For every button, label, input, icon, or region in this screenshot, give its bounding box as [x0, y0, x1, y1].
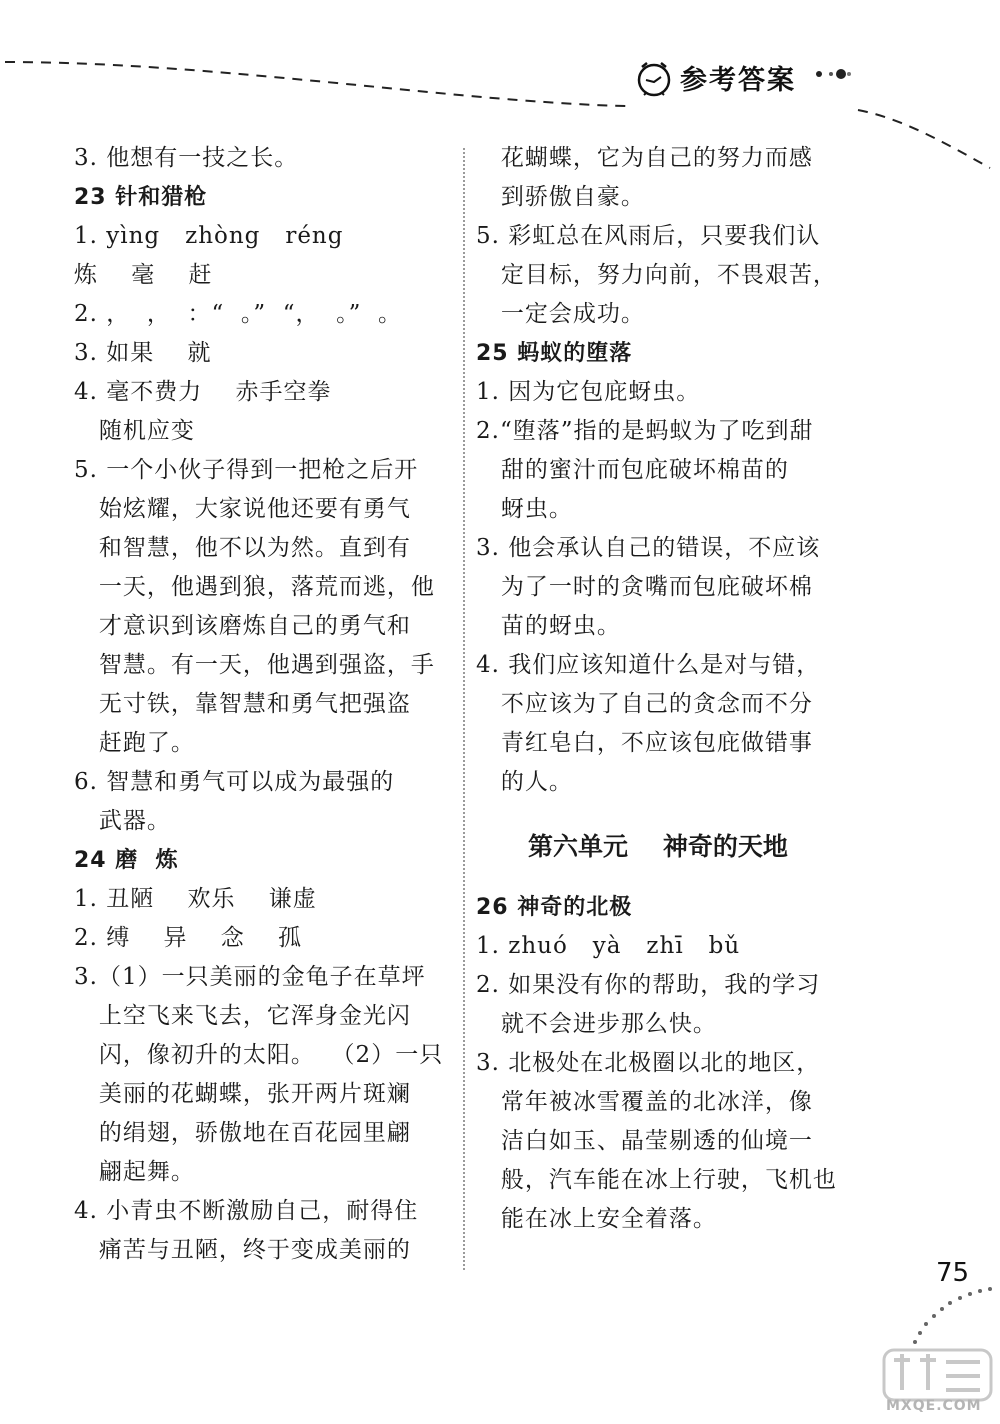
answer-line: 4. 毫不费力 赤手空拳: [74, 379, 332, 405]
answer-line: 2. ， ， ：“ 。” “， 。” 。: [74, 301, 403, 327]
answer-line: 不应该为了自己的贪念而不分: [476, 691, 813, 717]
answer-line: 1. 丑陋 欢乐 谦虚: [74, 886, 317, 912]
answer-line: 4. 小青虫不断激励自己，耐得住: [74, 1198, 419, 1224]
answer-line: 3. 他想有一技之长。: [74, 145, 299, 171]
answer-line: 就不会进步那么快。: [476, 1011, 717, 1037]
answer-line: 美丽的花蝴蝶，张开两片斑斓: [74, 1081, 411, 1107]
answer-line: 赶跑了。: [74, 730, 195, 756]
answer-line: 3.（1）一只美丽的金龟子在草坪: [74, 964, 426, 990]
answer-line: 翩起舞。: [74, 1159, 195, 1185]
answer-line: 甜的蜜汁而包庇破坏棉苗的: [476, 457, 789, 483]
unit-heading: 第六单元 神奇的天地: [528, 832, 788, 861]
answer-line: 4. 我们应该知道什么是对与错，: [476, 652, 821, 678]
answer-line: 上空飞来飞去，它浑身金光闪: [74, 1003, 411, 1029]
answer-line: 5. 彩虹总在风雨后，只要我们认: [476, 223, 821, 249]
answer-line: 3. 如果 就: [74, 340, 212, 366]
answer-line: 1. yìng zhòng réng: [74, 223, 344, 249]
answer-line: 洁白如玉、晶莹剔透的仙境一: [476, 1128, 813, 1154]
answer-line: 武器。: [74, 808, 171, 834]
answer-line: 3. 他会承认自己的错误，不应该: [476, 535, 821, 561]
answer-line: 般，汽车能在冰上行驶，飞机也: [476, 1167, 837, 1193]
corner-dots-ornament: [880, 1285, 1000, 1345]
answer-line: 一天，他遇到狼，落荒而逃，他: [74, 574, 435, 600]
answer-line: 和智慧，他不以为然。直到有: [74, 535, 411, 561]
answer-line: 炼 毫 赶: [74, 262, 213, 288]
answer-line: 痛苦与丑陋，终于变成美丽的: [74, 1237, 411, 1263]
answer-line: 苗的蚜虫。: [476, 613, 621, 639]
answer-line: 1. zhuó yà zhī bǔ: [476, 933, 741, 959]
section-heading: 23 针和猎枪: [74, 185, 208, 210]
section-heading: 26 神奇的北极: [476, 895, 633, 920]
answer-line: 能在冰上安全着落。: [476, 1206, 717, 1232]
answer-line: 智慧。有一天，他遇到强盗，手: [74, 652, 435, 678]
answer-line: 的人。: [476, 769, 573, 795]
answer-line: 2.“堕落”指的是蚂蚁为了吃到甜: [476, 418, 814, 444]
watermark-site-text: MXQE.COM: [886, 1398, 982, 1414]
section-heading: 25 蚂蚁的堕落: [476, 341, 633, 366]
answer-line: 1. 因为它包庇蚜虫。: [476, 379, 701, 405]
answer-line: 3. 北极处在北极圈以北的地区，: [476, 1050, 821, 1076]
answer-line: 的绢翅，骄傲地在百花园里翩: [74, 1120, 411, 1146]
answer-line: 定目标，努力向前，不畏艰苦，: [476, 262, 837, 288]
answer-line: 到骄傲自豪。: [476, 184, 645, 210]
dots-ornament-icon: [813, 64, 853, 84]
answer-line: 2. 缚 异 念 孤: [74, 925, 302, 951]
answer-line: 6. 智慧和勇气可以成为最强的: [74, 769, 395, 795]
answer-line: 常年被冰雪覆盖的北冰洋，像: [476, 1089, 813, 1115]
answer-line: 5. 一个小伙子得到一把枪之后开: [74, 457, 419, 483]
answer-line: 2. 如果没有你的帮助，我的学习: [476, 972, 821, 998]
answer-line: 无寸铁，靠智慧和勇气把强盗: [74, 691, 411, 717]
answer-line: 青红皂白，不应该包庇做错事: [476, 730, 813, 756]
answer-line: 始炫耀，大家说他还要有勇气: [74, 496, 411, 522]
answer-line: 闪，像初升的太阳。 （2）一只: [74, 1042, 444, 1068]
answer-line: 花蝴蝶，它为自己的努力而感: [476, 145, 813, 171]
right-column: [476, 139, 868, 1239]
answer-line: 一定会成功。: [476, 301, 645, 327]
header-title: 参考答案: [680, 65, 796, 96]
section-heading: 24 磨 炼: [74, 848, 179, 873]
answer-line: 蚜虫。: [476, 496, 573, 522]
page-number: 75: [936, 1258, 970, 1288]
left-column: [74, 139, 466, 1270]
answer-line: 才意识到该磨炼自己的勇气和: [74, 613, 411, 639]
answer-line: 为了一时的贪嘴而包庇破坏棉: [476, 574, 813, 600]
answer-line: 随机应变: [74, 418, 195, 444]
alarm-clock-icon: [634, 58, 674, 100]
